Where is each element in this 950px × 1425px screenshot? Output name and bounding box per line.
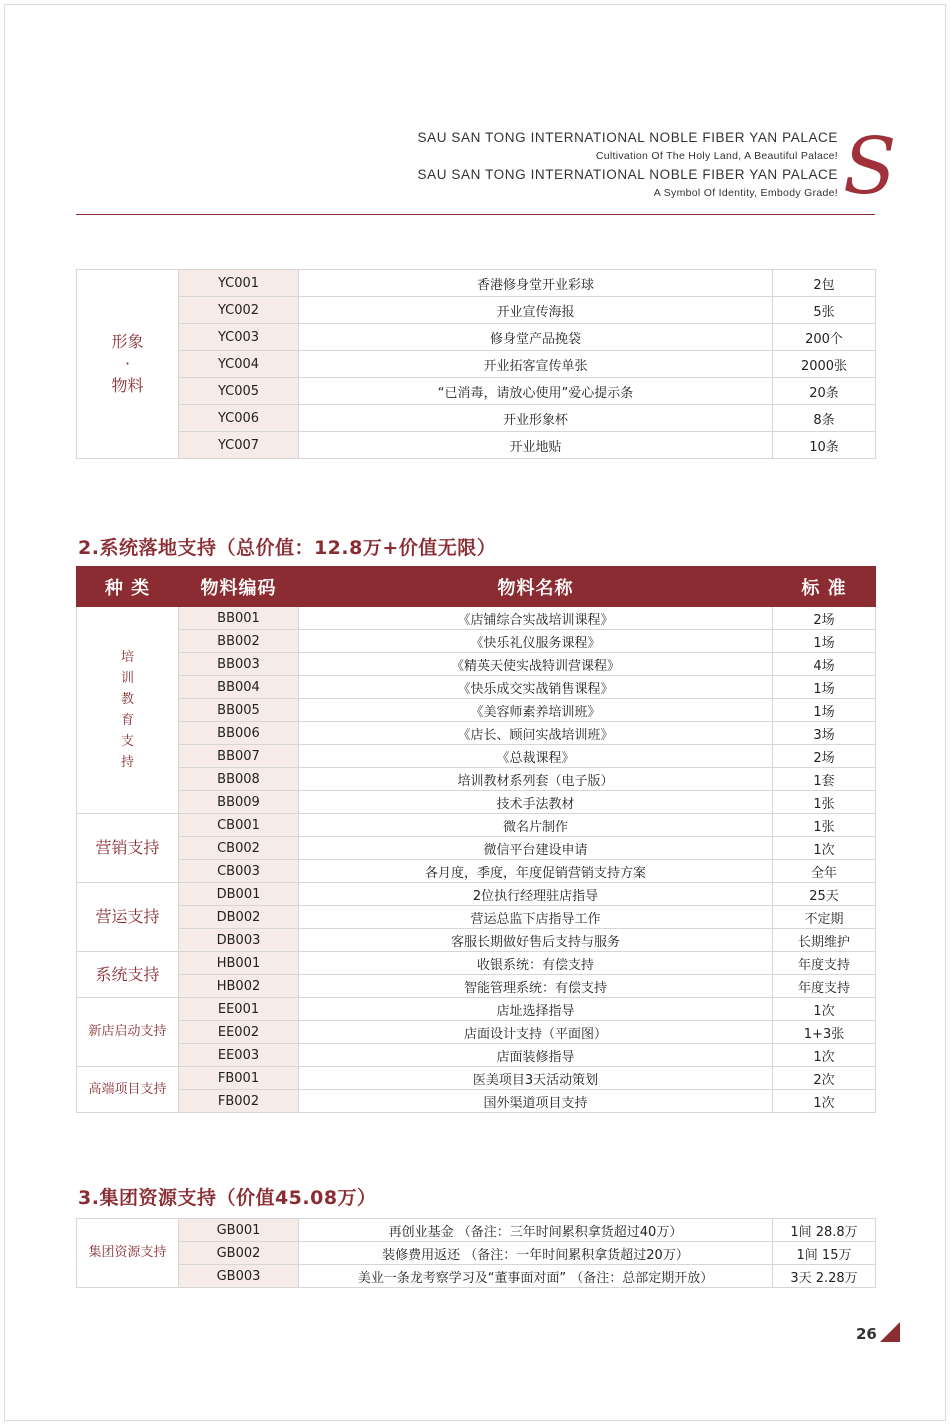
item-code: BB007 xyxy=(179,745,299,768)
item-standard: 年度支持 xyxy=(773,952,876,975)
category-cell xyxy=(77,883,179,952)
table-row xyxy=(77,768,876,791)
header-standard: 标 准 xyxy=(773,567,876,607)
table-row xyxy=(77,745,876,768)
item-code: YC001 xyxy=(179,270,299,297)
item-code: EE002 xyxy=(179,1021,299,1044)
item-name: 收银系统：有偿支持 xyxy=(299,952,773,975)
category-cell xyxy=(77,1067,179,1113)
item-name: 营运总监下店指导工作 xyxy=(299,906,773,929)
item-code: YC002 xyxy=(179,297,299,324)
item-name: 开业地贴 xyxy=(299,432,773,459)
item-code: FB002 xyxy=(179,1090,299,1113)
item-code: DB002 xyxy=(179,906,299,929)
item-standard: 2次 xyxy=(773,1067,876,1090)
table-row xyxy=(77,270,876,297)
item-code: BB001 xyxy=(179,607,299,630)
item-code: CB001 xyxy=(179,814,299,837)
table-row xyxy=(77,998,876,1021)
system-support-table xyxy=(76,566,876,1113)
item-code: YC003 xyxy=(179,324,299,351)
item-standard: 1间 15万 xyxy=(773,1242,876,1265)
item-standard: 1次 xyxy=(773,1090,876,1113)
item-standard: 20条 xyxy=(773,378,876,405)
table-row xyxy=(77,653,876,676)
table-row xyxy=(77,630,876,653)
category-label: 新店启动支持 xyxy=(88,1024,167,1039)
header-line-1: SAU SAN TONG INTERNATIONAL NOBLE FIBER YAN PALACE xyxy=(417,130,838,145)
item-code: CB003 xyxy=(179,860,299,883)
item-standard: 4场 xyxy=(773,653,876,676)
item-standard: 3天 2.28万 xyxy=(773,1265,876,1288)
item-standard: 1间 28.8万 xyxy=(773,1219,876,1242)
item-name: 医美项目3天活动策划 xyxy=(299,1067,773,1090)
item-name: 《美容师素养培训班》 xyxy=(299,699,773,722)
item-code: GB002 xyxy=(179,1242,299,1265)
header-line-4: A Symbol Of Identity, Embody Grade! xyxy=(653,187,838,199)
table-row xyxy=(77,1219,876,1242)
item-name: 开业拓客宣传单张 xyxy=(299,351,773,378)
item-code: BB006 xyxy=(179,722,299,745)
table-row xyxy=(77,906,876,929)
table-row xyxy=(77,405,876,432)
table-row xyxy=(77,297,876,324)
item-standard: 2场 xyxy=(773,745,876,768)
page-corner-triangle-icon xyxy=(880,1322,900,1342)
item-name: 2位执行经理驻店指导 xyxy=(299,883,773,906)
item-name: 装修费用返还 （备注：一年时间累积拿货超过20万） xyxy=(299,1242,773,1265)
item-standard: 1次 xyxy=(773,998,876,1021)
item-standard: 10条 xyxy=(773,432,876,459)
item-standard: 1套 xyxy=(773,768,876,791)
table-row xyxy=(77,432,876,459)
item-code: DB001 xyxy=(179,883,299,906)
item-standard: 1次 xyxy=(773,1044,876,1067)
category-label: 高端项目支持 xyxy=(88,1081,167,1097)
item-standard: 1次 xyxy=(773,837,876,860)
item-name: 香港修身堂开业彩球 xyxy=(299,270,773,297)
item-code: BB003 xyxy=(179,653,299,676)
table-row xyxy=(77,929,876,952)
item-standard: 长期维护 xyxy=(773,929,876,952)
item-code: BB004 xyxy=(179,676,299,699)
table-row xyxy=(77,1090,876,1113)
header-name: 物料名称 xyxy=(299,567,773,607)
table-row xyxy=(77,378,876,405)
section-3-title: 3.集团资源支持（价值45.08万） xyxy=(78,1187,377,1209)
table-row xyxy=(77,952,876,975)
item-name: 店址选择指导 xyxy=(299,998,773,1021)
category-cell xyxy=(77,998,179,1067)
category-cell xyxy=(77,814,179,883)
item-code: BB002 xyxy=(179,630,299,653)
item-name: 国外渠道项目支持 xyxy=(299,1090,773,1113)
table-row xyxy=(77,324,876,351)
item-name: 各月度，季度，年度促销营销支持方案 xyxy=(299,860,773,883)
category-label: 培训教育支持 xyxy=(120,649,134,770)
item-name: 智能管理系统：有偿支持 xyxy=(299,975,773,998)
item-standard: 年度支持 xyxy=(773,975,876,998)
item-standard: 1张 xyxy=(773,791,876,814)
table-row xyxy=(77,699,876,722)
header-divider xyxy=(76,214,875,215)
item-code: YC004 xyxy=(179,351,299,378)
item-code: BB008 xyxy=(179,768,299,791)
table-row xyxy=(77,607,876,630)
item-standard: 1+3张 xyxy=(773,1021,876,1044)
item-name: 修身堂产品挽袋 xyxy=(299,324,773,351)
item-standard: 不定期 xyxy=(773,906,876,929)
table-row xyxy=(77,860,876,883)
item-name: “已消毒，请放心使用”爱心提示条 xyxy=(299,378,773,405)
item-standard: 2场 xyxy=(773,607,876,630)
image-materials-table xyxy=(76,269,876,459)
item-standard: 200个 xyxy=(773,324,876,351)
item-name: 再创业基金 （备注：三年时间累积拿货超过40万） xyxy=(299,1219,773,1242)
category-cell xyxy=(77,1219,179,1288)
header-line-2: Cultivation Of The Holy Land, A Beautiful Palace! xyxy=(595,150,838,162)
table-row xyxy=(77,1044,876,1067)
item-code: BB009 xyxy=(179,791,299,814)
table-row xyxy=(77,883,876,906)
brand-header xyxy=(418,128,839,202)
item-standard: 3场 xyxy=(773,722,876,745)
table-header-row xyxy=(77,567,876,607)
item-name: 《总裁课程》 xyxy=(299,745,773,768)
item-name: 客服长期做好售后支持与服务 xyxy=(299,929,773,952)
item-code: GB001 xyxy=(179,1219,299,1242)
item-name: 店面装修指导 xyxy=(299,1044,773,1067)
item-standard: 2包 xyxy=(773,270,876,297)
category-label: 形象 · 物料 xyxy=(111,332,144,395)
item-standard: 1场 xyxy=(773,676,876,699)
item-code: HB002 xyxy=(179,975,299,998)
item-standard: 25天 xyxy=(773,883,876,906)
page-number: 26 xyxy=(856,1325,877,1343)
table-row xyxy=(77,1242,876,1265)
item-name: 店面设计支持（平面图） xyxy=(299,1021,773,1044)
table-row xyxy=(77,814,876,837)
section-2-title: 2.系统落地支持（总价值：12.8万+价值无限） xyxy=(78,537,497,559)
table-row xyxy=(77,1021,876,1044)
item-name: 《店长、顾问实战培训班》 xyxy=(299,722,773,745)
table-row xyxy=(77,837,876,860)
header-line-3: SAU SAN TONG INTERNATIONAL NOBLE FIBER YAN PALACE xyxy=(417,167,838,182)
item-code: GB003 xyxy=(179,1265,299,1288)
table-row xyxy=(77,722,876,745)
header-code: 物料编码 xyxy=(179,567,299,607)
item-code: FB001 xyxy=(179,1067,299,1090)
item-standard: 2000张 xyxy=(773,351,876,378)
item-standard: 全年 xyxy=(773,860,876,883)
item-name: 《精英天使实战特训营课程》 xyxy=(299,653,773,676)
item-standard: 1场 xyxy=(773,699,876,722)
item-code: YC007 xyxy=(179,432,299,459)
item-name: 技术手法教材 xyxy=(299,791,773,814)
item-name: 微信平台建设申请 xyxy=(299,837,773,860)
category-label: 系统支持 xyxy=(95,964,160,984)
item-code: CB002 xyxy=(179,837,299,860)
item-standard: 5张 xyxy=(773,297,876,324)
item-standard: 1场 xyxy=(773,630,876,653)
item-name: 开业宣传海报 xyxy=(299,297,773,324)
item-code: HB001 xyxy=(179,952,299,975)
item-name: 微名片制作 xyxy=(299,814,773,837)
category-label: 集团资源支持 xyxy=(88,1245,167,1260)
item-code: BB005 xyxy=(179,699,299,722)
category-label: 营销支持 xyxy=(95,838,160,857)
item-name: 美业一条龙考察学习及“董事面对面” （备注：总部定期开放） xyxy=(299,1265,773,1288)
item-code: YC006 xyxy=(179,405,299,432)
item-standard: 8条 xyxy=(773,405,876,432)
table-row xyxy=(77,791,876,814)
item-name: 开业形象杯 xyxy=(299,405,773,432)
table-row xyxy=(77,351,876,378)
header-category: 种 类 xyxy=(77,567,179,607)
table-row xyxy=(77,1067,876,1090)
table-row xyxy=(77,975,876,998)
item-code: YC005 xyxy=(179,378,299,405)
item-name: 《快乐成交实战销售课程》 xyxy=(299,676,773,699)
table-row xyxy=(77,676,876,699)
category-cell xyxy=(77,952,179,998)
category-label: 营运支持 xyxy=(95,907,160,926)
category-cell xyxy=(77,607,179,814)
table-row xyxy=(77,1265,876,1288)
item-code: DB003 xyxy=(179,929,299,952)
item-code: EE003 xyxy=(179,1044,299,1067)
item-name: 《快乐礼仪服务课程》 xyxy=(299,630,773,653)
item-name: 培训教材系列套（电子版） xyxy=(299,768,773,791)
item-standard: 1张 xyxy=(773,814,876,837)
category-cell xyxy=(77,270,179,459)
logo-s-icon: S xyxy=(843,122,897,212)
group-resource-table xyxy=(76,1218,876,1288)
item-code: EE001 xyxy=(179,998,299,1021)
item-name: 《店铺综合实战培训课程》 xyxy=(299,607,773,630)
